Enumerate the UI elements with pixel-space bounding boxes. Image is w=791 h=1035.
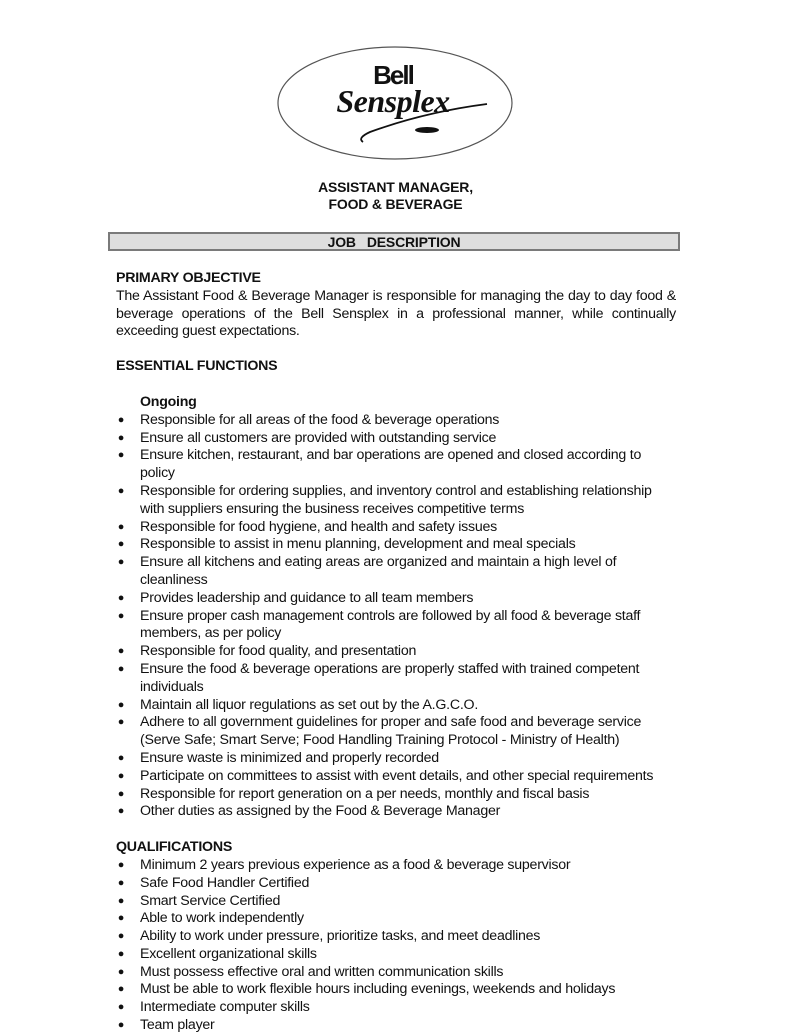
list-item xyxy=(116,928,676,946)
list-item-text: Responsible for ordering supplies, and inventory control and establishing relationship with suppliers ensuring the business receives competitive terms xyxy=(140,482,652,517)
document-body xyxy=(116,270,676,1035)
list-item xyxy=(116,412,676,430)
list-item-text: Smart Service Certified xyxy=(140,892,281,909)
bullet-icon: ● xyxy=(117,662,125,675)
list-item-text: Must be able to work flexible hours including evenings, weekends and holidays xyxy=(140,981,616,998)
list-item-text: Ensure proper cash management controls are followed by all food & beverage staff members, as per policy xyxy=(140,607,641,642)
job-title-line-1: ASSISTANT MANAGER, xyxy=(318,179,473,195)
bullet-icon: ● xyxy=(117,591,125,604)
qualifications-section xyxy=(116,839,676,1035)
bullet-icon: ● xyxy=(117,484,125,497)
logo-puck xyxy=(415,127,439,133)
essential-functions-heading: ESSENTIAL FUNCTIONS xyxy=(116,358,278,375)
bullet-icon: ● xyxy=(117,698,125,711)
list-item-text: Responsible for food quality, and presentation xyxy=(140,643,417,660)
list-item xyxy=(116,643,676,661)
list-item xyxy=(116,768,676,786)
bullet-icon: ● xyxy=(117,983,125,996)
primary-objective-heading: PRIMARY OBJECTIVE xyxy=(116,270,261,286)
list-item-text: Intermediate computer skills xyxy=(140,999,310,1016)
logo-word-sensplex: Sensplex xyxy=(336,83,450,119)
list-item xyxy=(116,1017,676,1035)
bullet-icon: ● xyxy=(117,965,125,978)
list-item-text: Able to work independently xyxy=(140,910,304,927)
primary-objective-text: The Assistant Food & Beverage Manager is responsible for managing the day to day food & beverage operations of the Bell Sensplex in a professional manner, while continually exceeding guest expectations. xyxy=(116,287,676,340)
list-item-text: Ensure all customers are provided with outstanding service xyxy=(140,429,497,446)
bullet-icon: ● xyxy=(117,894,125,907)
list-item-text: Safe Food Handler Certified xyxy=(140,874,310,891)
bullet-icon: ● xyxy=(117,858,125,871)
list-item xyxy=(116,999,676,1017)
job-title xyxy=(0,179,791,213)
bell-sensplex-logo xyxy=(275,44,515,162)
bullet-icon: ● xyxy=(117,1001,125,1014)
list-item-text: Responsible to assist in menu planning, development and meal specials xyxy=(140,536,576,553)
list-item xyxy=(116,910,676,928)
bullet-icon: ● xyxy=(117,645,125,658)
list-item xyxy=(116,536,676,554)
list-item xyxy=(116,714,676,750)
bullet-icon: ● xyxy=(117,876,125,889)
list-item-text: Ensure kitchen, restaurant, and bar operations are opened and closed according to policy xyxy=(140,447,642,482)
list-item xyxy=(116,875,676,893)
bullet-icon: ● xyxy=(117,751,125,764)
list-item xyxy=(116,946,676,964)
qualifications-list xyxy=(116,857,676,1035)
list-item xyxy=(116,430,676,448)
bullet-icon: ● xyxy=(117,912,125,925)
bullet-icon: ● xyxy=(117,413,125,426)
list-item xyxy=(116,519,676,537)
list-item xyxy=(116,857,676,875)
list-item-text: Ensure all kitchens and eating areas are organized and maintain a high level of cleanliness xyxy=(140,554,617,588)
bullet-icon: ● xyxy=(117,716,125,729)
list-item xyxy=(116,483,676,519)
list-item xyxy=(116,661,676,697)
list-item-text: Adhere to all government guidelines for proper and safe food and beverage service (Serve Safe; Smart Serve; Food Handling Training Protocol - Ministry of Health) xyxy=(140,714,642,749)
bullet-icon: ● xyxy=(117,431,125,444)
list-item xyxy=(116,590,676,608)
list-item xyxy=(116,981,676,999)
list-item xyxy=(116,697,676,715)
job-description-banner: JOB DESCRIPTION xyxy=(108,232,680,251)
logo-word-bell: Bell xyxy=(373,60,413,90)
list-item-text: Maintain all liquor regulations as set out by the A.G.C.O. xyxy=(140,696,479,713)
list-item xyxy=(116,447,676,483)
bullet-icon: ● xyxy=(117,805,125,818)
bullet-icon: ● xyxy=(117,556,125,569)
list-item xyxy=(116,608,676,644)
list-item-text: Ability to work under pressure, prioritize tasks, and meet deadlines xyxy=(140,928,541,945)
bullet-icon: ● xyxy=(117,930,125,943)
qualifications-heading: QUALIFICATIONS xyxy=(116,839,233,856)
list-item xyxy=(116,554,676,590)
list-item-text: Ensure waste is minimized and properly recorded xyxy=(140,749,439,766)
list-item-text: Team player xyxy=(140,1017,215,1034)
list-item-text: Responsible for food hygiene, and health and safety issues xyxy=(140,518,497,535)
list-item xyxy=(116,786,676,804)
list-item-text: Must possess effective oral and written communication skills xyxy=(140,963,504,980)
list-item-text: Minimum 2 years previous experience as a food & beverage supervisor xyxy=(140,856,571,873)
bullet-icon: ● xyxy=(117,769,125,782)
list-item-text: Responsible for report generation on a per needs, monthly and fiscal basis xyxy=(140,785,590,802)
essential-functions-section xyxy=(116,358,676,821)
list-item xyxy=(116,893,676,911)
essential-functions-list xyxy=(116,412,676,821)
job-title-line-2: FOOD & BEVERAGE xyxy=(328,196,463,212)
list-item-text: Excellent organizational skills xyxy=(140,945,317,962)
bullet-icon: ● xyxy=(117,609,125,622)
list-item-text: Responsible for all areas of the food & beverage operations xyxy=(140,411,500,428)
list-item-text: Ensure the food & beverage operations are properly staffed with trained competent individuals xyxy=(140,660,640,695)
primary-objective-section xyxy=(116,270,676,341)
list-item xyxy=(116,964,676,982)
list-item xyxy=(116,750,676,768)
bullet-icon: ● xyxy=(117,520,125,533)
bullet-icon: ● xyxy=(117,1019,125,1032)
bullet-icon: ● xyxy=(117,538,125,551)
bullet-icon: ● xyxy=(117,449,125,462)
list-item xyxy=(116,803,676,821)
bullet-icon: ● xyxy=(117,947,125,960)
list-item-text: Provides leadership and guidance to all team members xyxy=(140,589,474,606)
list-item-text: Other duties as assigned by the Food & Beverage Manager xyxy=(140,803,501,820)
ongoing-subheading: Ongoing xyxy=(140,393,197,410)
list-item-text: Participate on committees to assist with event details, and other special requirements xyxy=(140,767,654,784)
bullet-icon: ● xyxy=(117,787,125,800)
